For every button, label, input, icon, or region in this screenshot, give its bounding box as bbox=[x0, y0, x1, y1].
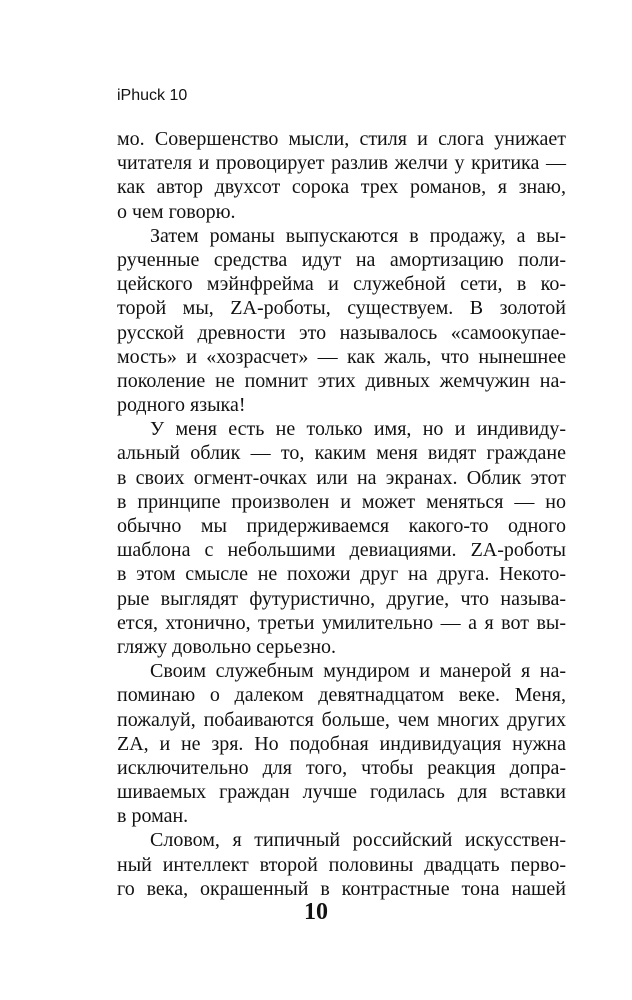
text-line: пожалуй, побаиваются больше, чем многих других bbox=[117, 708, 566, 731]
text-line: мо. Совершенство мысли, стиля и слога унижает bbox=[117, 128, 566, 150]
text-line: о чем говорю. bbox=[117, 200, 236, 223]
text-line: в роман. bbox=[117, 805, 189, 828]
text-line: гляжу довольно серьезно. bbox=[117, 635, 337, 658]
text-line: читателя и провоцирует разлив желчи у критика — bbox=[117, 152, 566, 175]
text-line: го века, окрашенный в контрастные тона нашей bbox=[117, 877, 566, 900]
text-line: Своим служебным мундиром и манерой я на- bbox=[150, 660, 566, 683]
text-line: ный интеллект второй половины двадцать перво- bbox=[117, 853, 566, 876]
running-head: iPhuck 10 bbox=[117, 87, 188, 104]
text-line: ZA, и не зря. Но подобная индивидуация нужна bbox=[117, 732, 566, 755]
text-line: шаблона с небольшими девиациями. ZA-роботы bbox=[117, 539, 566, 562]
text-line: альный облик — то, каким меня видят граждане bbox=[117, 442, 566, 465]
text-line: цейского мэйнфрейма и служебной сети, в ко- bbox=[117, 273, 566, 296]
text-line: обычно мы придерживаемся какого-то одного bbox=[117, 515, 566, 537]
text-line: шиваемых граждан лучше годилась для вставки bbox=[117, 781, 566, 804]
text-line: как автор двухсот сорока трех романов, я знаю, bbox=[117, 176, 566, 199]
text-line: Словом, я типичный российский искусствен- bbox=[150, 829, 566, 852]
text-line: мость» и «хозрасчет» — как жаль, что нынешнее bbox=[117, 345, 566, 368]
text-line: в своих огмент-очках или на экранах. Облик этот bbox=[117, 466, 566, 489]
text-line: рые выглядят футуристично, другие, что называ- bbox=[117, 587, 566, 610]
body-text bbox=[117, 127, 566, 901]
text-line: в этом смысле не похожи друг на друга. Некото- bbox=[117, 563, 566, 586]
text-line: родного языка! bbox=[117, 394, 246, 417]
text-line: рученные средства идут на амортизацию поли- bbox=[117, 248, 566, 271]
text-line: поминаю о далеком девятнадцатом веке. Меня, bbox=[117, 684, 566, 707]
text-line: Затем романы выпускаются в продажу, а вы- bbox=[150, 224, 566, 247]
paragraph bbox=[117, 828, 566, 901]
paragraph bbox=[117, 417, 566, 659]
text-line: в принципе произволен и может меняться — но bbox=[117, 490, 566, 513]
text-line: русской древности это называлось «самоокупае- bbox=[117, 321, 566, 344]
text-line: У меня есть не только имя, но и индивиду- bbox=[150, 418, 566, 441]
paragraph bbox=[117, 659, 566, 828]
text-line: ется, хтонично, третьи умилительно — а я вот вы- bbox=[117, 611, 566, 634]
text-line: торой мы, ZA-роботы, существуем. В золотой bbox=[117, 297, 566, 320]
text-line: поколение не помнит этих дивных жемчужин на- bbox=[117, 369, 566, 392]
text-line: исключительно для того, чтобы реакция допра- bbox=[117, 756, 566, 779]
paragraph bbox=[117, 127, 566, 224]
paragraph bbox=[117, 224, 566, 418]
page-number: 10 bbox=[304, 899, 328, 925]
